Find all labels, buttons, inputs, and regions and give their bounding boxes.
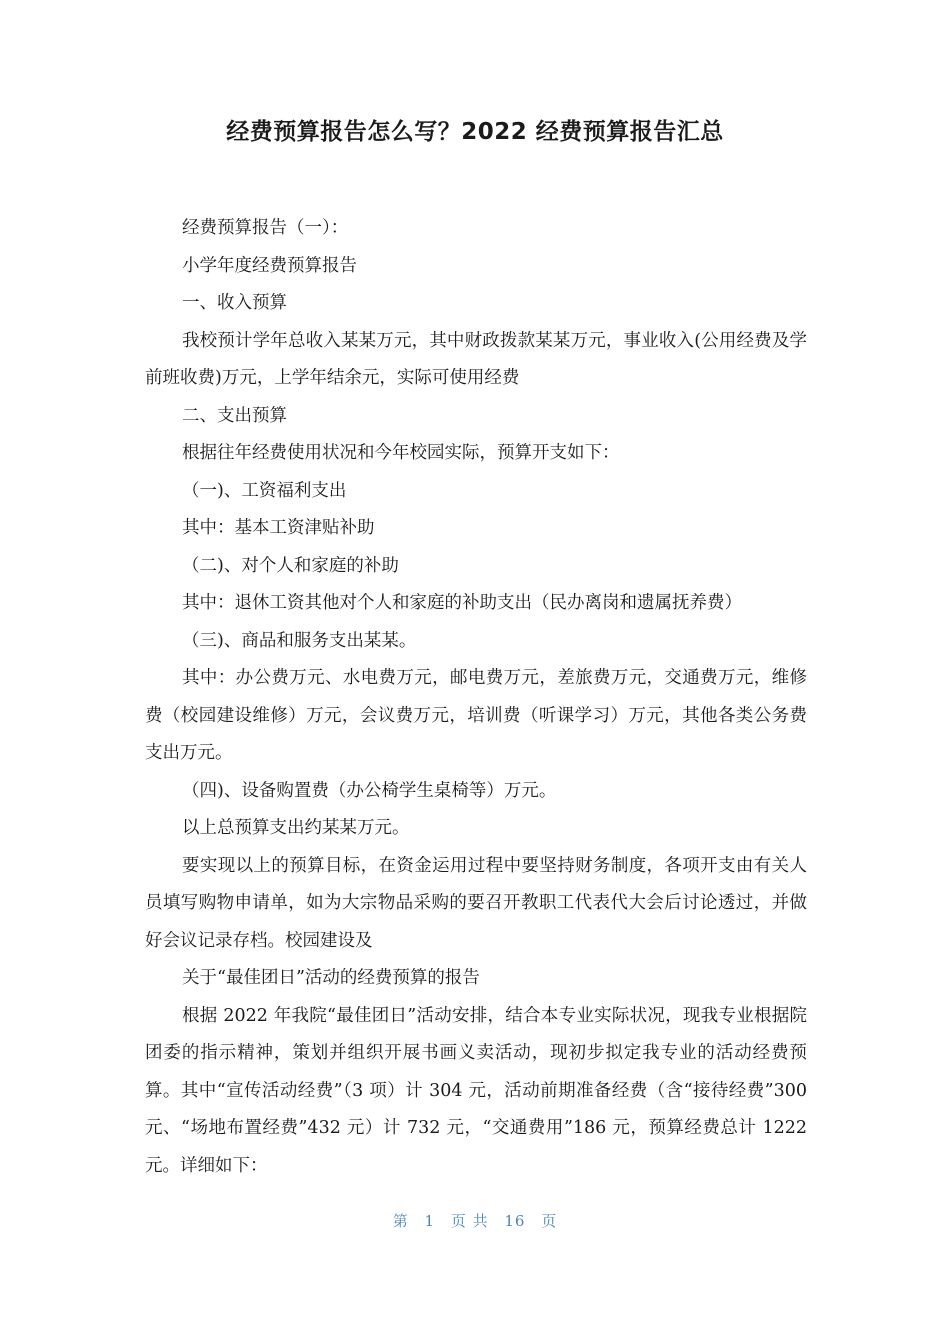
paragraph: （一)、工资福利支出	[182, 480, 347, 501]
paragraph: 其中：基本工资津贴补助	[182, 518, 375, 538]
page-label-prefix: 第	[392, 1212, 409, 1230]
paragraph: 要实现以上的预算目标，在资金运用过程中要坚持财务制度，各项开支由有关人员填写购物申请单，如为大宗物品采购的要召开教职工代表代大会后讨论透过，并做好会议记录存档。校园建设及	[145, 855, 807, 951]
total-page-count: 16	[504, 1212, 526, 1230]
paragraph: （四)、设备购置费（办公椅学生桌椅等）万元。	[182, 780, 557, 801]
document-title: 经费预算报告怎么写？2022 经费预算报告汇总	[226, 119, 724, 145]
paragraph: 一、收入预算	[182, 293, 287, 313]
paragraph: 其中：办公费万元、水电费万元，邮电费万元，差旅费万元，交通费万元，维修费（校园建设维修）万元，会议费万元，培训费（听课学习）万元，其他各类公务费支出万元。	[145, 668, 807, 763]
paragraph: 我校预计学年总收入某某万元，其中财政拨款某某万元，事业收入(公用经费及学前班收费)万元，上学年结余元，实际可使用经费	[145, 330, 807, 388]
paragraph: 根据往年经费使用状况和今年校园实际，预算开支如下：	[182, 443, 620, 463]
paragraph: 以上总预算支出约某某万元。	[182, 818, 410, 838]
paragraph: 其中：退休工资其他对个人和家庭的补助支出（民办离岗和遗属抚养费）	[182, 593, 742, 613]
paragraph: （二)、对个人和家庭的补助	[182, 555, 399, 576]
page-footer	[0, 1210, 950, 1231]
paragraph: 关于“最佳团日”活动的经费预算的报告	[182, 968, 480, 988]
paragraph: 经费预算报告（一）：	[182, 218, 349, 238]
paragraph: 二、支出预算	[182, 405, 287, 426]
paragraph: 小学年度经费预算报告	[182, 255, 357, 276]
page-label-suffix: 页	[541, 1212, 558, 1230]
paragraph: 根据 2022 年我院“最佳团日”活动安排，结合本专业实际状况，现我专业根据院团委的指示精神，策划并组织开展书画义卖活动，现初步拟定我专业的活动经费预算。其中“宣传活动经费”（3 项）计 304 元，活动前期准备经费（含“接待经费”300 元、“场地布置经费”432 元）计 732 元，“交通费用”186 元，预算经费总计 1222 元。详细如下：	[145, 1005, 807, 1176]
paragraph: （三)、商品和服务支出某某。	[182, 630, 417, 651]
document-body	[145, 210, 807, 1185]
page-label-middle: 页 共	[450, 1212, 489, 1230]
current-page-number: 1	[424, 1212, 436, 1230]
